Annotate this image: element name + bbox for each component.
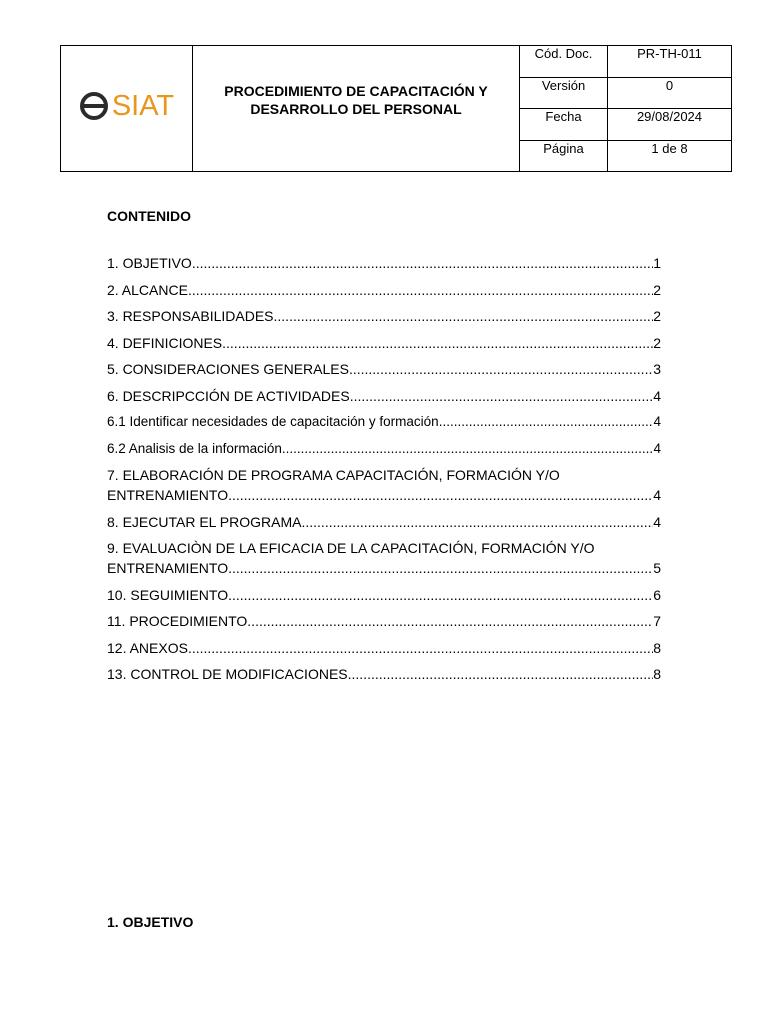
toc-entry-text: 10. SEGUIMIENTO [107,586,229,603]
toc-entry[interactable] [107,280,661,300]
toc-entry[interactable] [107,585,661,605]
toc-leader-dots [439,412,654,432]
toc-entry[interactable] [107,512,661,532]
toc-leader-dots [349,359,653,379]
toc-entry-text: 4. DEFINICIONES [107,334,223,351]
toc-entry-text: 6.1 Identificar necesidades de capacitación y formación [107,414,439,429]
toc-entry-text: 12. ANEXOS [107,639,188,656]
meta-label: Fecha [520,109,608,141]
toc-entry-text: 6. DESCRIPCCIÓN DE ACTIVIDADES [107,387,350,404]
contents-heading: CONTENIDO [107,208,191,224]
toc-entry[interactable] [107,386,661,406]
toc-entry-text: 3. RESPONSABILIDADES [107,308,274,324]
toc-leader-dots [192,253,653,273]
toc-page-number: 8 [653,666,661,682]
toc-leader-dots [348,664,654,684]
toc-leader-dots [274,306,654,326]
meta-value: 0 [608,77,732,109]
toc-leader-dots [228,585,653,605]
toc-entry[interactable] [107,333,661,353]
toc-entry[interactable] [107,306,661,326]
toc-entry-text: 1. OBJETIVO [107,255,192,271]
toc-page-number: 2 [653,334,661,351]
toc-page-number: 5 [653,560,661,576]
meta-label: Cód. Doc. [520,46,608,78]
toc-page-number: 2 [653,308,661,324]
toc-leader-dots [247,611,653,631]
meta-value: PR-TH-011 [608,46,732,78]
toc-page-number: 4 [653,414,661,429]
toc-entry-text-line-1: 9. EVALUACIÒN DE LA EFICACIA DE LA CAPACITACIÓN, FORMACIÓN Y/O [107,540,595,556]
toc-entry-text: 13. CONTROL DE MODIFICACIONES [107,666,348,682]
toc-entry[interactable] [107,465,661,505]
toc-entry-text: 8. EJECUTAR EL PROGRAMA [107,513,302,530]
toc-page-number: 2 [653,281,661,298]
document-title [193,46,520,172]
toc-entry[interactable] [107,664,661,684]
toc-entry-text: 5. CONSIDERACIONES GENERALES [107,361,349,377]
toc-leader-dots [188,638,653,658]
toc-page-number: 4 [653,513,661,530]
toc-page-number: 4 [653,387,661,404]
toc-leader-dots [228,558,653,578]
section-heading-objetivo: 1. OBJETIVO [107,914,194,930]
toc-entry-text: ENTRENAMIENTO [107,487,229,503]
meta-value: 29/08/2024 [608,109,732,141]
toc-page-number: 4 [653,487,661,503]
company-logo [79,91,174,121]
toc-leader-dots [282,439,654,459]
toc-page-number: 7 [653,613,661,629]
toc-entry[interactable] [107,638,661,658]
toc-entry[interactable] [107,611,661,631]
meta-value: 1 de 8 [608,140,732,172]
siat-logo-icon [79,91,109,121]
toc-entry-text: ENTRENAMIENTO [107,560,229,576]
toc-leader-dots [350,386,653,406]
toc-page-number: 1 [653,255,661,271]
logo-text: SIAT [111,89,175,122]
toc-entry-text: 2. ALCANCE [107,281,188,298]
toc-entry-text-line-1: 7. ELABORACIÓN DE PROGRAMA CAPACITACIÓN, FORMACIÓN Y/O [107,467,560,483]
toc-page-number: 4 [653,440,661,456]
toc-entry[interactable] [107,439,661,459]
meta-label: Versión [520,77,608,109]
toc-entry-text: 11. PROCEDIMIENTO [107,613,248,629]
table-of-contents [107,253,661,691]
toc-entry-text: 6.2 Analisis de la información [107,440,282,456]
meta-label: Página [520,140,608,172]
toc-leader-dots [301,512,653,532]
toc-page-number: 6 [653,586,661,603]
toc-entry[interactable] [107,359,661,379]
toc-entry[interactable] [107,412,661,432]
document-header-table [60,45,732,172]
toc-leader-dots [222,333,653,353]
logo-cell [61,46,193,172]
toc-leader-dots [228,485,653,505]
title-line-2: DESARROLLO DEL PERSONAL [250,100,462,117]
toc-entry[interactable] [107,253,661,273]
toc-leader-dots [188,280,653,300]
toc-page-number: 8 [653,639,661,656]
toc-page-number: 3 [653,361,661,377]
title-line-1: PROCEDIMIENTO DE CAPACITACIÓN Y [224,82,488,99]
toc-entry[interactable] [107,538,661,578]
